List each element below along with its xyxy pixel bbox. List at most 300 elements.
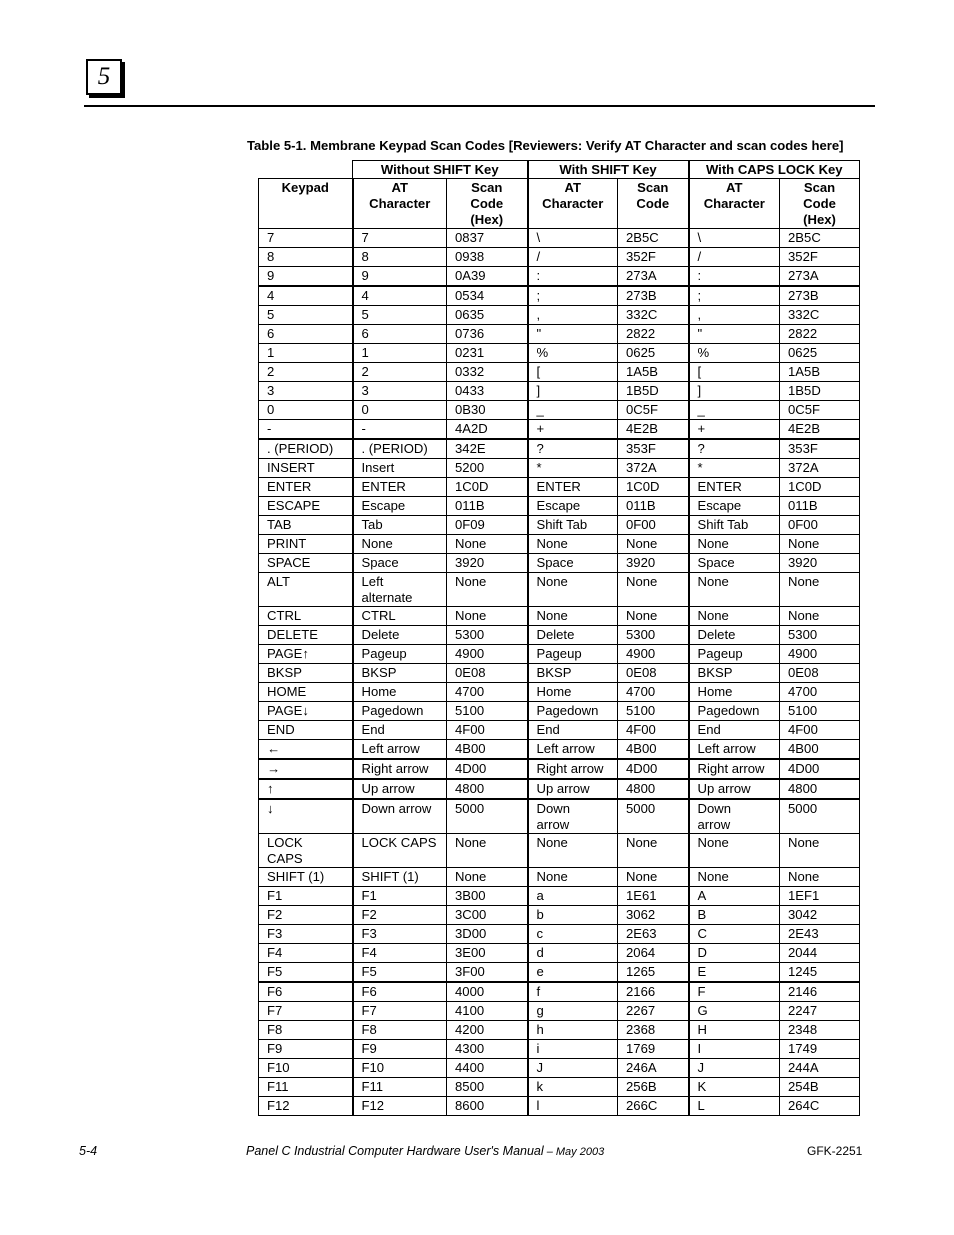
cell-at-character: 0	[353, 401, 447, 420]
cell-scan-code: 5100	[447, 702, 528, 721]
table-row	[259, 607, 860, 626]
cell-caps-at-character: None	[689, 535, 780, 554]
table-row	[259, 535, 860, 554]
cell-at-character: Home	[353, 683, 447, 702]
cell-caps-at-character: ENTER	[689, 478, 780, 497]
table-row	[259, 1078, 860, 1097]
cell-at-character: F4	[353, 944, 447, 963]
cell-shift-scan-code: 4700	[618, 683, 689, 702]
cell-shift-at-character: Up arrow	[528, 779, 618, 799]
cell-caps-at-character: \	[689, 229, 780, 248]
cell-caps-at-character: None	[689, 834, 780, 868]
cell-at-character: LOCK CAPS	[353, 834, 447, 868]
column-header-caps-at-character: AT Character	[689, 179, 780, 229]
cell-caps-scan-code: None	[780, 834, 860, 868]
cell-keypad: END	[259, 721, 353, 740]
cell-scan-code: 4F00	[447, 721, 528, 740]
table-row	[259, 573, 860, 607]
cell-scan-code: 4400	[447, 1059, 528, 1078]
cell-keypad: SHIFT (1)	[259, 868, 353, 887]
cell-keypad: F12	[259, 1097, 353, 1116]
column-header-caps-scan-code: Scan Code (Hex)	[780, 179, 860, 229]
table-row	[259, 459, 860, 478]
cell-shift-scan-code: None	[618, 868, 689, 887]
table-row	[259, 267, 860, 287]
cell-caps-at-character: +	[689, 420, 780, 440]
cell-at-character: Right arrow	[353, 759, 447, 779]
group-header-without-shift: Without SHIFT Key	[353, 161, 528, 179]
cell-scan-code: 5000	[447, 799, 528, 834]
cell-scan-code: None	[447, 834, 528, 868]
cell-caps-scan-code: 4D00	[780, 759, 860, 779]
cell-shift-at-character: ]	[528, 382, 618, 401]
cell-caps-at-character: Right arrow	[689, 759, 780, 779]
cell-keypad: LOCK CAPS	[259, 834, 353, 868]
cell-shift-at-character: /	[528, 248, 618, 267]
cell-caps-at-character: Up arrow	[689, 779, 780, 799]
footer-date-separator: –	[543, 1146, 556, 1158]
cell-keypad: F7	[259, 1002, 353, 1021]
cell-shift-scan-code: 2822	[618, 325, 689, 344]
cell-shift-scan-code: 1265	[618, 963, 689, 983]
table-row	[259, 944, 860, 963]
cell-caps-at-character: G	[689, 1002, 780, 1021]
cell-caps-at-character: [	[689, 363, 780, 382]
cell-shift-scan-code: 273A	[618, 267, 689, 287]
cell-at-character: F9	[353, 1040, 447, 1059]
cell-shift-at-character: Shift Tab	[528, 516, 618, 535]
table-row	[259, 779, 860, 799]
cell-at-character: Pageup	[353, 645, 447, 664]
cell-shift-at-character: f	[528, 982, 618, 1002]
table-row	[259, 325, 860, 344]
cell-shift-at-character: Down arrow	[528, 799, 618, 834]
table-row	[259, 401, 860, 420]
cell-shift-scan-code: 256B	[618, 1078, 689, 1097]
cell-keypad: ENTER	[259, 478, 353, 497]
cell-scan-code: 5300	[447, 626, 528, 645]
cell-shift-at-character: None	[528, 535, 618, 554]
cell-shift-at-character: ,	[528, 306, 618, 325]
table-row	[259, 1002, 860, 1021]
cell-scan-code: None	[447, 607, 528, 626]
cell-keypad: →	[259, 759, 353, 779]
column-header-keypad: Keypad	[259, 179, 353, 229]
table-row	[259, 626, 860, 645]
header-rule-left	[84, 105, 352, 107]
cell-scan-code: 3D00	[447, 925, 528, 944]
cell-caps-at-character: ,	[689, 306, 780, 325]
cell-caps-scan-code: 2247	[780, 1002, 860, 1021]
cell-keypad: 0	[259, 401, 353, 420]
cell-caps-scan-code: 1B5D	[780, 382, 860, 401]
cell-caps-at-character: None	[689, 868, 780, 887]
chapter-number-box	[86, 59, 122, 95]
cell-caps-scan-code: 0C5F	[780, 401, 860, 420]
cell-caps-at-character: :	[689, 267, 780, 287]
table-row	[259, 759, 860, 779]
cell-caps-at-character: H	[689, 1021, 780, 1040]
header-rule-right	[352, 105, 875, 107]
cell-caps-scan-code: 4B00	[780, 740, 860, 760]
cell-caps-scan-code: 2E43	[780, 925, 860, 944]
cell-caps-scan-code: 4F00	[780, 721, 860, 740]
table-row	[259, 664, 860, 683]
cell-at-character: 3	[353, 382, 447, 401]
cell-at-character: Left arrow	[353, 740, 447, 760]
cell-keypad: F2	[259, 906, 353, 925]
cell-at-character: 4	[353, 286, 447, 306]
cell-caps-at-character: /	[689, 248, 780, 267]
cell-at-character: F8	[353, 1021, 447, 1040]
cell-shift-scan-code: 1B5D	[618, 382, 689, 401]
cell-caps-at-character: ;	[689, 286, 780, 306]
cell-shift-at-character: Left arrow	[528, 740, 618, 760]
footer-doc-id: GFK-2251	[807, 1144, 863, 1158]
cell-scan-code: 1C0D	[447, 478, 528, 497]
cell-shift-at-character: i	[528, 1040, 618, 1059]
cell-scan-code: 0837	[447, 229, 528, 248]
table-row	[259, 1097, 860, 1116]
cell-caps-scan-code: 264C	[780, 1097, 860, 1116]
cell-caps-at-character: Pagedown	[689, 702, 780, 721]
table-row	[259, 740, 860, 760]
cell-at-character: Insert	[353, 459, 447, 478]
cell-at-character: -	[353, 420, 447, 440]
cell-shift-scan-code: 2267	[618, 1002, 689, 1021]
cell-scan-code: 0E08	[447, 664, 528, 683]
column-header-shift-scan-code: Scan Code	[618, 179, 689, 229]
cell-scan-code: 3F00	[447, 963, 528, 983]
cell-shift-scan-code: 0F00	[618, 516, 689, 535]
cell-shift-at-character: Pagedown	[528, 702, 618, 721]
cell-shift-at-character: :	[528, 267, 618, 287]
cell-shift-at-character: None	[528, 868, 618, 887]
group-header-with-shift: With SHIFT Key	[528, 161, 689, 179]
table-row	[259, 1021, 860, 1040]
cell-keypad: INSERT	[259, 459, 353, 478]
cell-keypad: HOME	[259, 683, 353, 702]
cell-caps-at-character: I	[689, 1040, 780, 1059]
cell-shift-at-character: +	[528, 420, 618, 440]
cell-caps-scan-code: 1245	[780, 963, 860, 983]
cell-shift-at-character: Space	[528, 554, 618, 573]
cell-caps-scan-code: 3920	[780, 554, 860, 573]
table-row	[259, 439, 860, 459]
cell-at-character: 7	[353, 229, 447, 248]
cell-at-character: 8	[353, 248, 447, 267]
cell-scan-code: None	[447, 573, 528, 607]
cell-scan-code: 5200	[447, 459, 528, 478]
cell-at-character: ENTER	[353, 478, 447, 497]
cell-scan-code: 0433	[447, 382, 528, 401]
cell-keypad: 2	[259, 363, 353, 382]
cell-keypad: PAGE↑	[259, 645, 353, 664]
cell-caps-scan-code: 0625	[780, 344, 860, 363]
cell-shift-at-character: h	[528, 1021, 618, 1040]
cell-scan-code: 0F09	[447, 516, 528, 535]
cell-shift-at-character: a	[528, 887, 618, 906]
cell-at-character: Space	[353, 554, 447, 573]
cell-scan-code: 0938	[447, 248, 528, 267]
cell-shift-scan-code: 5100	[618, 702, 689, 721]
cell-shift-at-character: [	[528, 363, 618, 382]
cell-at-character: Up arrow	[353, 779, 447, 799]
cell-caps-at-character: Shift Tab	[689, 516, 780, 535]
cell-scan-code: 3B00	[447, 887, 528, 906]
cell-shift-scan-code: 353F	[618, 439, 689, 459]
cell-keypad: ALT	[259, 573, 353, 607]
cell-caps-scan-code: None	[780, 607, 860, 626]
cell-at-character: F2	[353, 906, 447, 925]
cell-scan-code: 4100	[447, 1002, 528, 1021]
cell-caps-at-character: F	[689, 982, 780, 1002]
cell-shift-at-character: ?	[528, 439, 618, 459]
cell-keypad: -	[259, 420, 353, 440]
table-row	[259, 516, 860, 535]
cell-caps-scan-code: 4E2B	[780, 420, 860, 440]
cell-shift-scan-code: 4800	[618, 779, 689, 799]
table-row	[259, 363, 860, 382]
cell-caps-scan-code: 2822	[780, 325, 860, 344]
cell-shift-at-character: "	[528, 325, 618, 344]
cell-caps-at-character: Down arrow	[689, 799, 780, 834]
cell-caps-scan-code: 0E08	[780, 664, 860, 683]
cell-keypad: BKSP	[259, 664, 353, 683]
cell-caps-scan-code: 5000	[780, 799, 860, 834]
cell-shift-scan-code: 4F00	[618, 721, 689, 740]
cell-shift-scan-code: 1769	[618, 1040, 689, 1059]
cell-caps-scan-code: 254B	[780, 1078, 860, 1097]
cell-scan-code: 4A2D	[447, 420, 528, 440]
cell-shift-at-character: BKSP	[528, 664, 618, 683]
cell-shift-at-character: e	[528, 963, 618, 983]
footer-date: May 2003	[555, 1146, 605, 1158]
group-header-with-caps-lock: With CAPS LOCK Key	[689, 161, 860, 179]
cell-scan-code: 0736	[447, 325, 528, 344]
cell-scan-code: 0332	[447, 363, 528, 382]
cell-keypad: CTRL	[259, 607, 353, 626]
cell-shift-at-character: *	[528, 459, 618, 478]
cell-keypad: 9	[259, 267, 353, 287]
cell-caps-at-character: None	[689, 607, 780, 626]
cell-caps-at-character: Space	[689, 554, 780, 573]
cell-keypad: ←	[259, 740, 353, 760]
cell-keypad: ↓	[259, 799, 353, 834]
cell-shift-scan-code: None	[618, 573, 689, 607]
cell-shift-at-character: \	[528, 229, 618, 248]
cell-shift-scan-code: 1E61	[618, 887, 689, 906]
column-header-scan-code: Scan Code (Hex)	[447, 179, 528, 229]
cell-shift-scan-code: 0625	[618, 344, 689, 363]
cell-caps-scan-code: 244A	[780, 1059, 860, 1078]
cell-shift-scan-code: 3920	[618, 554, 689, 573]
cell-caps-at-character: Home	[689, 683, 780, 702]
cell-keypad: 6	[259, 325, 353, 344]
column-header-at-character: AT Character	[353, 179, 447, 229]
cell-caps-at-character: "	[689, 325, 780, 344]
cell-scan-code: None	[447, 868, 528, 887]
group-header-row	[259, 161, 860, 179]
table-row	[259, 925, 860, 944]
cell-at-character: . (PERIOD)	[353, 439, 447, 459]
cell-shift-at-character: b	[528, 906, 618, 925]
cell-at-character: F3	[353, 925, 447, 944]
cell-keypad: 4	[259, 286, 353, 306]
cell-caps-at-character: ]	[689, 382, 780, 401]
cell-scan-code: 0534	[447, 286, 528, 306]
cell-shift-scan-code: 2E63	[618, 925, 689, 944]
cell-caps-at-character: D	[689, 944, 780, 963]
table-row	[259, 420, 860, 440]
footer-manual-title	[246, 1144, 604, 1158]
cell-scan-code: 4200	[447, 1021, 528, 1040]
table-caption: Table 5-1. Membrane Keypad Scan Codes [Reviewers: Verify AT Character and scan codes here]	[247, 138, 844, 153]
cell-shift-at-character: k	[528, 1078, 618, 1097]
cell-scan-code: 4D00	[447, 759, 528, 779]
cell-caps-scan-code: None	[780, 573, 860, 607]
column-header-row	[259, 179, 860, 229]
cell-keypad: PAGE↓	[259, 702, 353, 721]
cell-shift-at-character: Escape	[528, 497, 618, 516]
cell-keypad: F1	[259, 887, 353, 906]
cell-keypad: PRINT	[259, 535, 353, 554]
cell-caps-at-character: J	[689, 1059, 780, 1078]
table-row	[259, 344, 860, 363]
cell-scan-code: 4800	[447, 779, 528, 799]
cell-caps-at-character: K	[689, 1078, 780, 1097]
cell-scan-code: 4700	[447, 683, 528, 702]
table-row	[259, 887, 860, 906]
cell-shift-at-character: None	[528, 834, 618, 868]
column-header-shift-at-character: AT Character	[528, 179, 618, 229]
cell-scan-code: 0231	[447, 344, 528, 363]
cell-keypad: F11	[259, 1078, 353, 1097]
cell-at-character: F6	[353, 982, 447, 1002]
cell-keypad: 8	[259, 248, 353, 267]
cell-caps-scan-code: None	[780, 868, 860, 887]
table-row	[259, 1059, 860, 1078]
cell-shift-scan-code: None	[618, 607, 689, 626]
cell-scan-code: None	[447, 535, 528, 554]
table-row	[259, 683, 860, 702]
cell-shift-at-character: ENTER	[528, 478, 618, 497]
table-row	[259, 906, 860, 925]
table-row	[259, 868, 860, 887]
table-row	[259, 248, 860, 267]
cell-caps-at-character: E	[689, 963, 780, 983]
cell-caps-scan-code: 1749	[780, 1040, 860, 1059]
cell-at-character: F11	[353, 1078, 447, 1097]
cell-shift-scan-code: 011B	[618, 497, 689, 516]
table-row	[259, 721, 860, 740]
cell-shift-at-character: g	[528, 1002, 618, 1021]
cell-caps-scan-code: 2044	[780, 944, 860, 963]
cell-shift-scan-code: 273B	[618, 286, 689, 306]
cell-keypad: F6	[259, 982, 353, 1002]
cell-shift-at-character: Pageup	[528, 645, 618, 664]
table-row	[259, 834, 860, 868]
cell-shift-scan-code: 2166	[618, 982, 689, 1002]
cell-at-character: 2	[353, 363, 447, 382]
scan-code-table	[258, 160, 860, 1116]
cell-keypad: F4	[259, 944, 353, 963]
cell-caps-scan-code: 332C	[780, 306, 860, 325]
cell-keypad: 5	[259, 306, 353, 325]
cell-shift-scan-code: None	[618, 535, 689, 554]
cell-caps-scan-code: 2348	[780, 1021, 860, 1040]
cell-shift-scan-code: 5000	[618, 799, 689, 834]
cell-caps-at-character: Left arrow	[689, 740, 780, 760]
cell-scan-code: 3C00	[447, 906, 528, 925]
cell-shift-scan-code: 332C	[618, 306, 689, 325]
cell-caps-at-character: Pageup	[689, 645, 780, 664]
cell-at-character: F5	[353, 963, 447, 983]
cell-caps-scan-code: 1A5B	[780, 363, 860, 382]
cell-caps-at-character: L	[689, 1097, 780, 1116]
cell-shift-at-character: Right arrow	[528, 759, 618, 779]
cell-at-character: F12	[353, 1097, 447, 1116]
cell-at-character: 9	[353, 267, 447, 287]
cell-at-character: F7	[353, 1002, 447, 1021]
table-row	[259, 1040, 860, 1059]
cell-shift-at-character: None	[528, 607, 618, 626]
cell-caps-at-character: C	[689, 925, 780, 944]
cell-shift-at-character: %	[528, 344, 618, 363]
cell-keypad: F10	[259, 1059, 353, 1078]
cell-at-character: 1	[353, 344, 447, 363]
cell-caps-scan-code: 3042	[780, 906, 860, 925]
footer-title-text: Panel C Industrial Computer Hardware User's Manual	[246, 1144, 544, 1158]
cell-scan-code: 3920	[447, 554, 528, 573]
cell-caps-scan-code: 2146	[780, 982, 860, 1002]
cell-shift-scan-code: 1C0D	[618, 478, 689, 497]
table-row	[259, 286, 860, 306]
cell-scan-code: 8500	[447, 1078, 528, 1097]
cell-shift-at-character: Home	[528, 683, 618, 702]
cell-scan-code: 4000	[447, 982, 528, 1002]
cell-shift-scan-code: 0C5F	[618, 401, 689, 420]
cell-keypad: F3	[259, 925, 353, 944]
cell-scan-code: 011B	[447, 497, 528, 516]
cell-keypad: TAB	[259, 516, 353, 535]
cell-scan-code: 3E00	[447, 944, 528, 963]
cell-caps-at-character: None	[689, 573, 780, 607]
cell-shift-at-character: Delete	[528, 626, 618, 645]
table-row	[259, 963, 860, 983]
cell-caps-scan-code: 1EF1	[780, 887, 860, 906]
cell-shift-at-character: l	[528, 1097, 618, 1116]
cell-keypad: F9	[259, 1040, 353, 1059]
cell-caps-scan-code: 2B5C	[780, 229, 860, 248]
cell-caps-at-character: Escape	[689, 497, 780, 516]
cell-at-character: Tab	[353, 516, 447, 535]
table-row	[259, 382, 860, 401]
cell-keypad: DELETE	[259, 626, 353, 645]
cell-shift-scan-code: 266C	[618, 1097, 689, 1116]
cell-at-character: BKSP	[353, 664, 447, 683]
cell-caps-scan-code: 011B	[780, 497, 860, 516]
cell-at-character: Delete	[353, 626, 447, 645]
table-row	[259, 229, 860, 248]
group-header-blank	[259, 161, 353, 179]
cell-caps-scan-code: 273B	[780, 286, 860, 306]
cell-shift-scan-code: None	[618, 834, 689, 868]
cell-scan-code: 0635	[447, 306, 528, 325]
cell-at-character: F1	[353, 887, 447, 906]
cell-keypad: F8	[259, 1021, 353, 1040]
cell-caps-scan-code: 0F00	[780, 516, 860, 535]
